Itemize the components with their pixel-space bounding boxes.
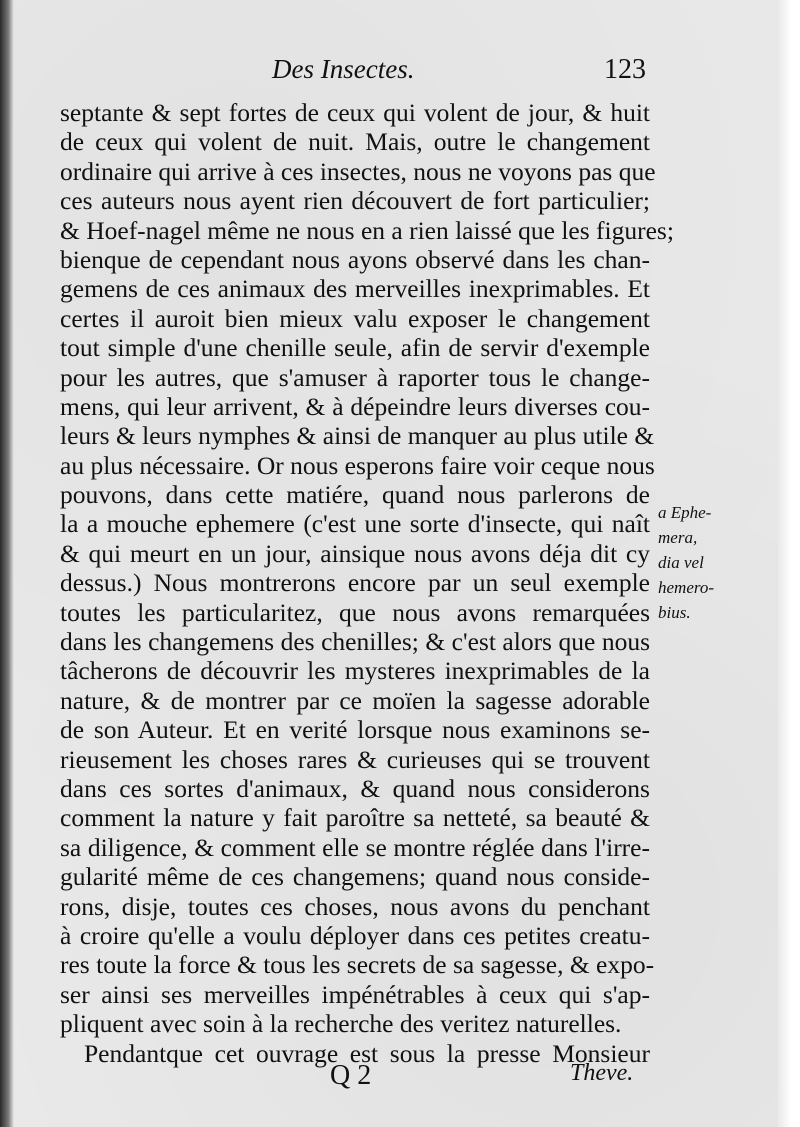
text-line: ser ainsi ses merveilles impénétrables à ceux qui s'ap-: [60, 979, 650, 1009]
page-number: 123: [604, 54, 646, 85]
margin-note-line: a Ephe-: [658, 503, 712, 522]
main-text: [60, 98, 674, 1068]
text-line: de ceux qui volent de nuit. Mais, outre le changement: [60, 127, 650, 157]
text-line: pliquent avec soin à la recherche des veritez naturelles.: [60, 1009, 622, 1039]
text-line: gularité même de ces changemens; quand nous conside-: [60, 862, 650, 892]
text-line: la a mouche ephemere (c'est une sorte d'insecte, qui naît: [60, 509, 650, 539]
text-line: leurs & leurs nymphes & ainsi de manquer au plus utile &: [60, 421, 655, 451]
text-line: mens, qui leur arrivent, & à dépeindre leurs diverses cou-: [60, 391, 650, 421]
text-line: ces auteurs nous ayent rien découvert de fort particulier;: [60, 186, 650, 216]
text-line: certes il auroit bien mieux valu exposer le changement: [60, 303, 650, 333]
text-line: comment la nature y fait paroître sa netteté, sa beauté &: [60, 803, 650, 833]
text-line: dans les changemens des chenilles; & c'est alors que nous: [60, 627, 650, 657]
margin-note-line: mera,: [658, 528, 698, 547]
text-line: & qui meurt en un jour, ainsique nous avons déja dit cy: [60, 538, 650, 568]
text-line: dans ces sortes d'animaux, & quand nous considerons: [60, 773, 650, 803]
binding-gutter: [0, 0, 14, 1127]
text-line: tout simple d'une chenille seule, afin de servir d'exemple: [60, 333, 650, 363]
text-line: bienque de cependant nous ayons observé dans les chan-: [60, 244, 650, 274]
text-line: gemens de ces animaux des merveilles inexprimables. Et: [60, 274, 650, 304]
text-line: Pendantque cet ouvrage est sous la presse Monsieur: [84, 1038, 650, 1068]
page-header: [0, 54, 790, 94]
text-line: de son Auteur. Et en verité lorsque nous examinons se-: [60, 715, 650, 745]
margin-note-line: dia vel: [658, 553, 704, 572]
text-line: septante & sept fortes de ceux qui volent de jour, & huit: [60, 98, 650, 127]
text-line: rieusement les choses rares & curieuses qui se trouvent: [60, 744, 650, 774]
page-edge: [778, 0, 790, 1127]
page-footer: [0, 1060, 790, 1100]
text-line: à croire qu'elle a voulu déployer dans ces petites creatu-: [60, 920, 650, 950]
text-line: toutes les particularitez, que nous avons remarquées: [60, 597, 650, 627]
text-line: au plus nécessaire. Or nous esperons faire voir ceque nous: [60, 450, 655, 480]
text-line: nature, & de montrer par ce moïen la sagesse adorable: [60, 685, 650, 715]
text-line: res toute la force & tous les secrets de sa sagesse, & expo-: [60, 950, 655, 980]
text-line: ordinaire qui arrive à ces insectes, nous ne voyons pas que: [60, 156, 656, 186]
margin-note: [658, 500, 738, 625]
text-line: pouvons, dans cette matiére, quand nous parlerons de: [60, 480, 650, 510]
text-line: pour les autres, que s'amuser à raporter tous le change-: [60, 362, 650, 392]
text-line: rons, disje, toutes ces choses, nous avons du penchant: [60, 891, 650, 921]
catchword: Theve.: [570, 1060, 634, 1086]
text-line: & Hoef-nagel même ne nous en a rien laissé que les figures;: [60, 215, 674, 245]
signature-mark: Q 2: [330, 1060, 372, 1091]
text-line: sa diligence, & comment elle se montre réglée dans l'irre-: [60, 832, 650, 862]
text-line: dessus.) Nous montrerons encore par un seul exemple: [60, 568, 650, 598]
margin-note-line: bius.: [658, 603, 691, 622]
running-title: Des Insectes.: [272, 54, 415, 84]
text-line: tâcherons de découvrir les mysteres inexprimables de la: [60, 656, 650, 686]
margin-note-line: hemero-: [658, 578, 715, 597]
